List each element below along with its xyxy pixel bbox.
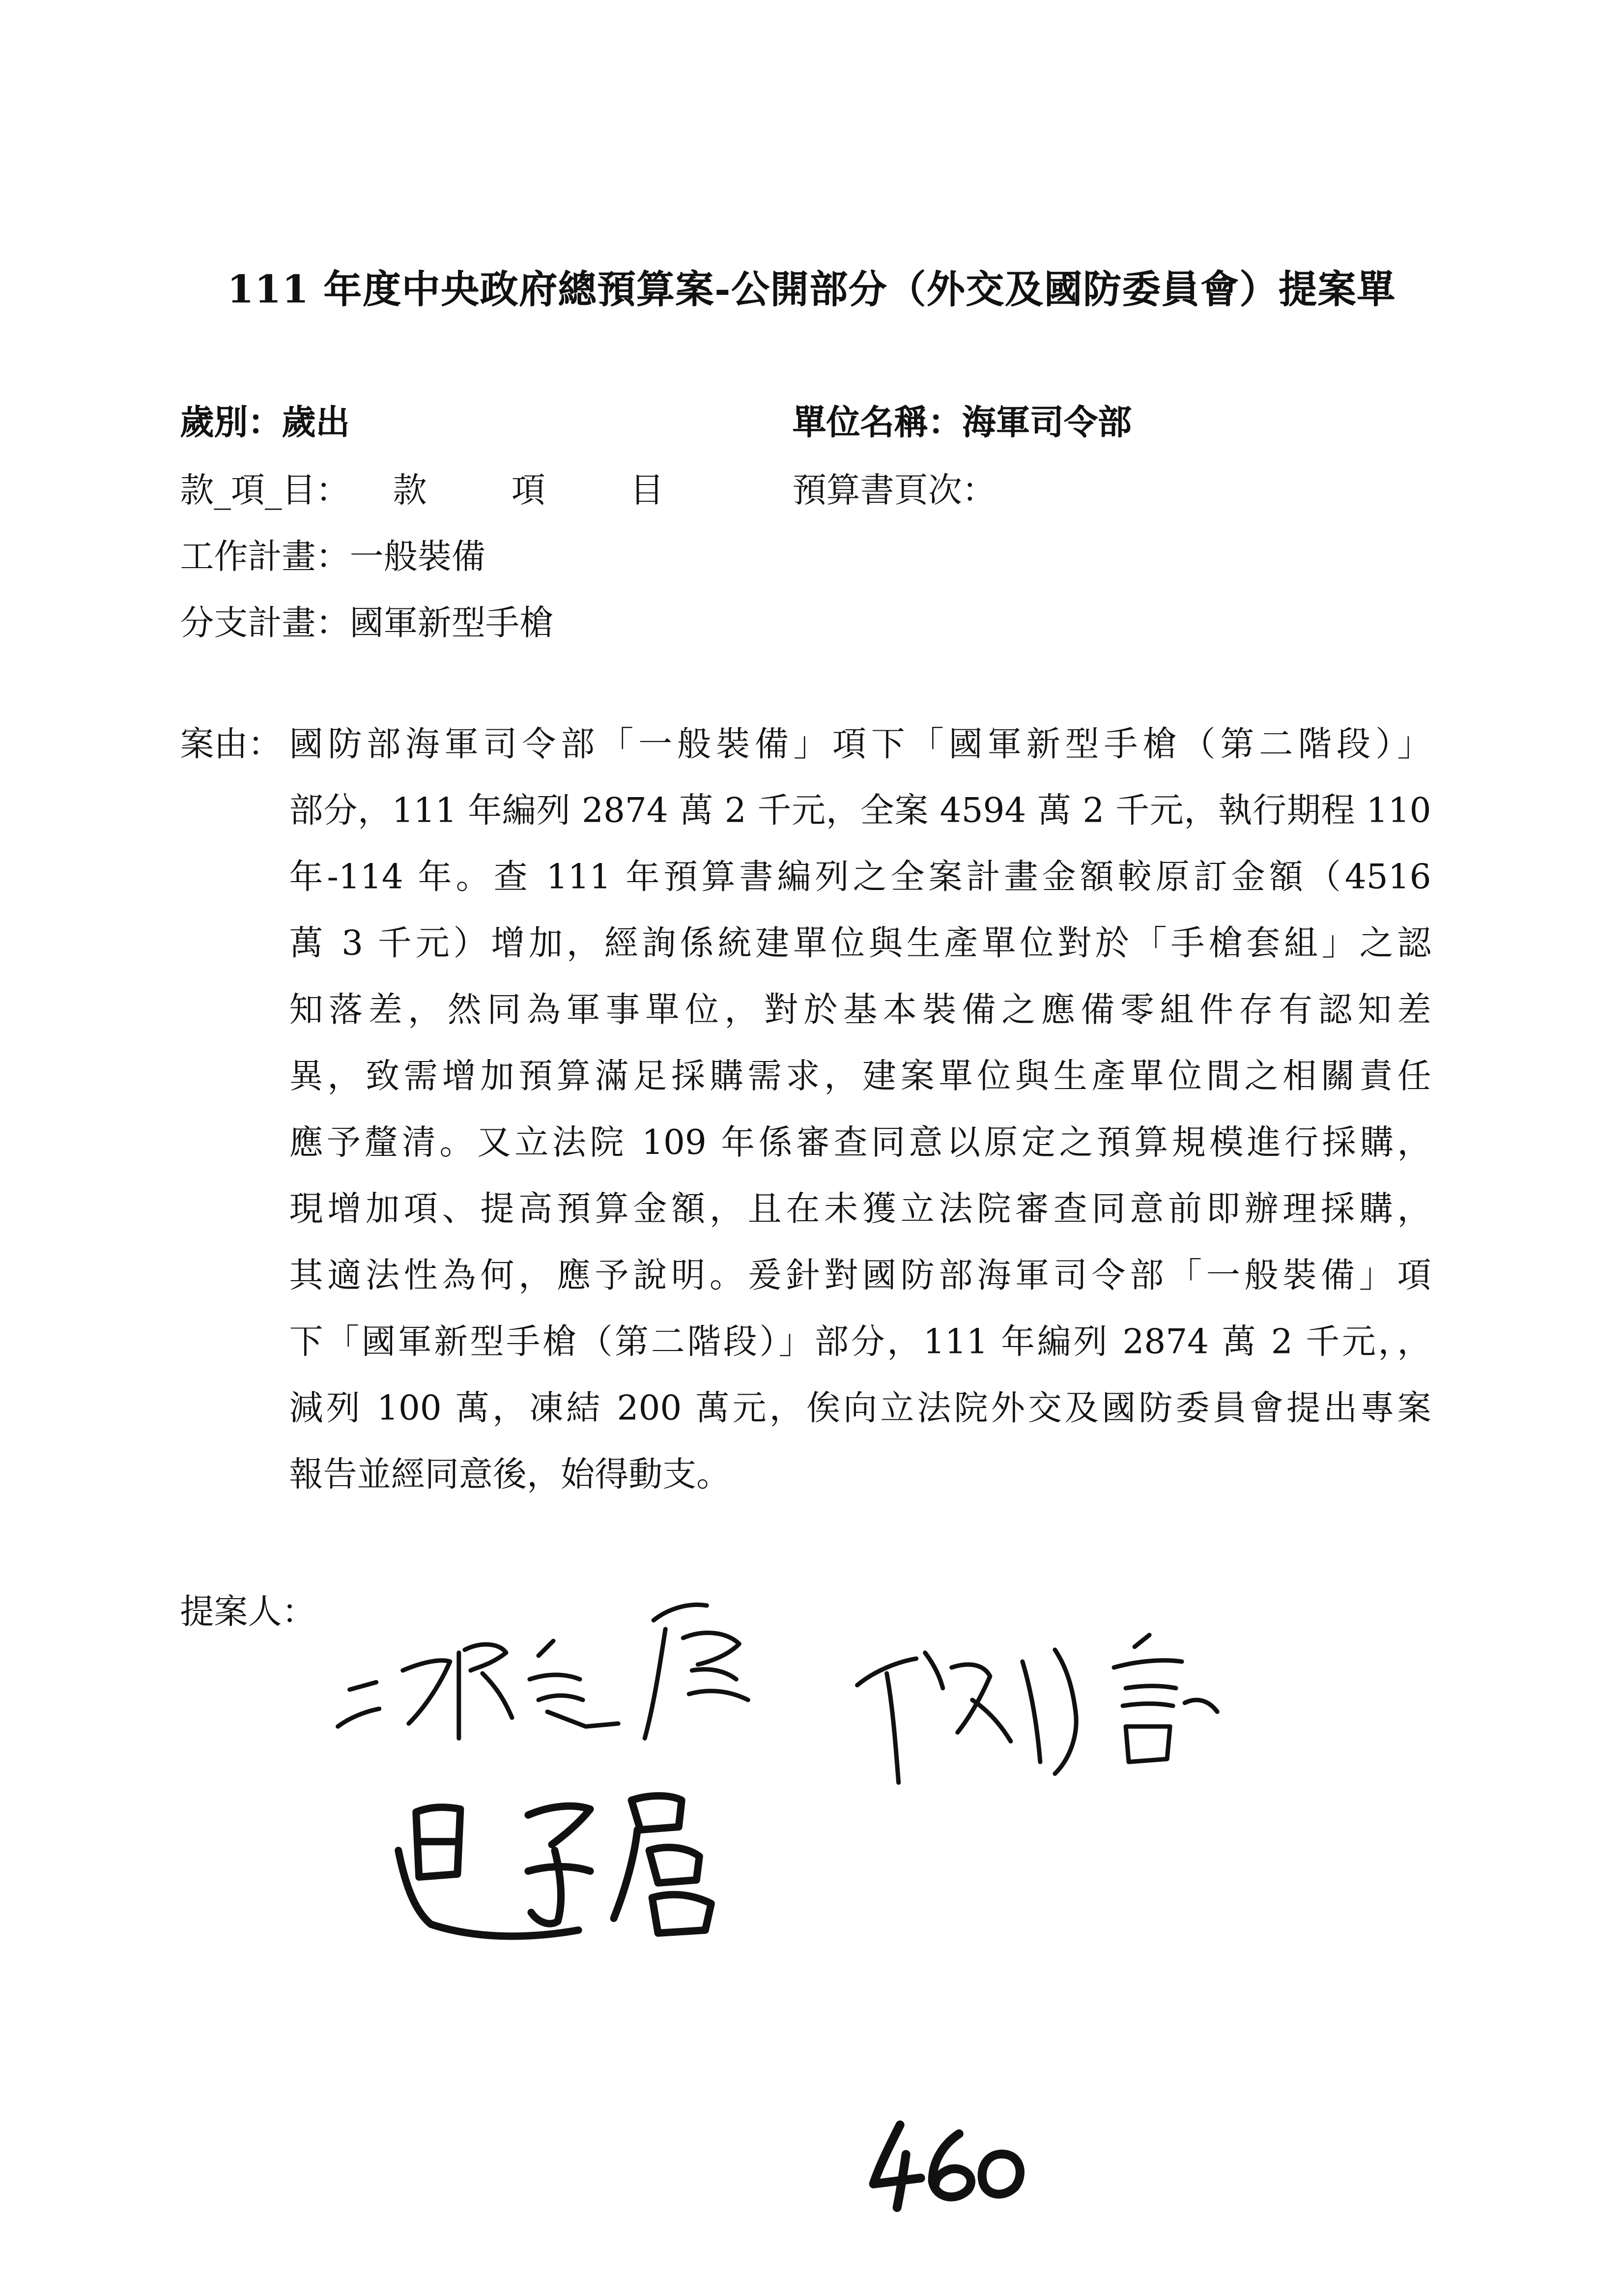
kxm-values (393, 472, 705, 511)
work-plan-row (180, 530, 485, 578)
handwritten-signature-2 (849, 1608, 1247, 1800)
sub-plan-row (180, 596, 553, 645)
handwritten-signature-3 (387, 1768, 741, 1959)
work-plan-label: 工作計畫： (180, 538, 350, 577)
reason-line: 現增加項、提高預算金額，且在未獲立法院審查同意前即辦理採購， (289, 1191, 1431, 1230)
budget-page-row (792, 463, 996, 512)
work-plan-value: 一般裝備 (349, 538, 485, 577)
sub-plan-value: 國軍新型手槍 (349, 605, 554, 644)
category-label: 歲別： (180, 402, 282, 443)
reason-line: 異，致需增加預算滿足採購需求，建案單位與生產單位間之相關責任 (289, 1058, 1431, 1097)
reason-line: 年-114 年。查 111 年預算書編列之全案計畫金額較原訂金額（4516 (289, 859, 1431, 897)
budget-page-label: 預算書頁次： (792, 472, 996, 511)
category-row (180, 396, 349, 444)
reason-line: 知落差，然同為軍事單位，對於基本裝備之應備零組件存有認知差 (289, 991, 1431, 1030)
reason-line: 應予釐清。又立法院 109 年係審查同意以原定之預算規模進行採購， (289, 1124, 1431, 1163)
reason-line: 其適法性為何，應予說明。爰針對國防部海軍司令部「一般裝備」項 (289, 1257, 1431, 1296)
unit-value: 海軍司令部 (962, 402, 1132, 443)
reason-line: 下「國軍新型手槍（第二階段）」部分，111 年編列 2874 萬 2 千元，， (289, 1323, 1431, 1362)
unit-label: 單位名稱： (792, 402, 962, 443)
reason-line: 報告並經同意後，始得動支。 (289, 1456, 731, 1495)
handwritten-page-number (868, 2110, 1030, 2213)
proposer-label: 提案人： (180, 1593, 316, 1632)
document-title: 111 年度中央政府總預算案-公開部分（外交及國防委員會）提案單 (227, 268, 1396, 313)
kxm-value-mu: 目 (629, 472, 664, 511)
sub-plan-label: 分支計畫： (180, 605, 350, 644)
reason-line: 減列 100 萬，凍結 200 萬元，俟向立法院外交及國防委員會提出專案 (289, 1390, 1431, 1429)
kxm-value-xiang: 項 (511, 472, 545, 511)
kxm-value-kuan: 款 (393, 472, 427, 511)
reason-line: 部分，111 年編列 2874 萬 2 千元，全案 4594 萬 2 千元，執行期程 110 (289, 792, 1431, 831)
reason-label: 案由： (180, 726, 282, 765)
unit-row (792, 396, 1132, 444)
reason-line: 國防部海軍司令部「一般裝備」項下「國軍新型手槍（第二階段）」 (289, 726, 1431, 765)
reason-line: 萬 3 千元）增加，經詢係統建單位與生產單位對於「手槍套組」之認 (289, 925, 1431, 964)
handwritten-signature-1 (317, 1564, 775, 1756)
kxm-label: 款_項_目： (180, 472, 350, 511)
category-value: 歲出 (282, 402, 350, 443)
kxm-row (180, 463, 705, 512)
